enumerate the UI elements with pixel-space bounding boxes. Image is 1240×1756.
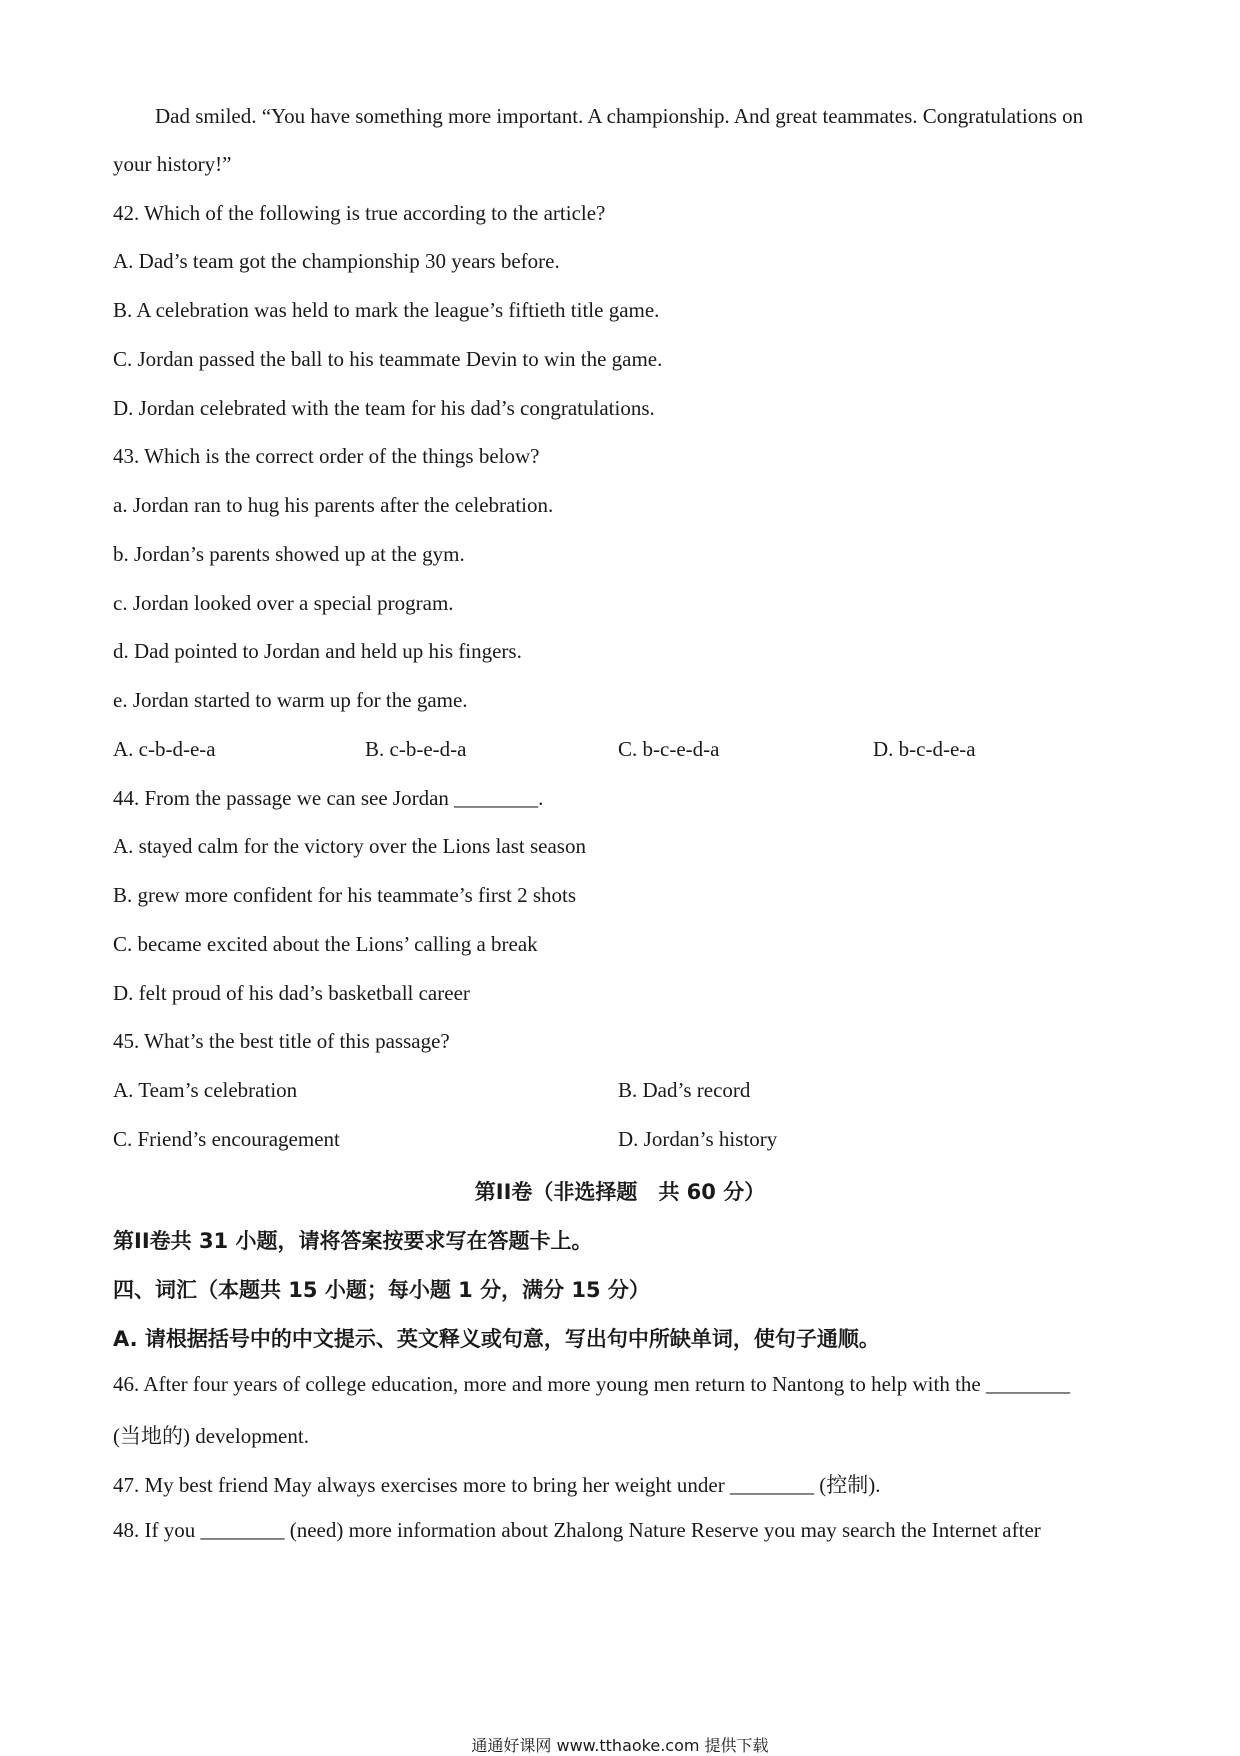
question-43-item-b: b. Jordan’s parents showed up at the gym. (113, 542, 465, 566)
question-45-option-d: D. Jordan’s history (618, 1127, 778, 1151)
question-43-stem: 43. Which is the correct order of the things below? (113, 444, 540, 468)
passage-line: Dad smiled. “You have something more important. A championship. And great teammates. Congratulations on (155, 104, 1084, 128)
question-42-stem: 42. Which of the following is true according to the article? (113, 201, 606, 225)
question-42-option-b: B. A celebration was held to mark the league’s fiftieth title game. (113, 298, 660, 322)
question-45-option-b: B. Dad’s record (618, 1078, 751, 1102)
question-43-option-d: D. b-c-d-e-a (873, 737, 976, 761)
question-48: 48. If you ________ (need) more information about Zhalong Nature Reserve you may search the Internet after (113, 1518, 1041, 1542)
question-44-option-b: B. grew more confident for his teammate’s first 2 shots (113, 883, 577, 907)
question-45-option-a: A. Team’s celebration (113, 1078, 298, 1102)
question-43-option-c: C. b-c-e-d-a (618, 737, 720, 761)
question-42-option-d: D. Jordan celebrated with the team for his dad’s congratulations. (113, 396, 655, 420)
question-44-option-a: A. stayed calm for the victory over the Lions last season (113, 834, 586, 858)
section-2-note: 第II卷共 31 小题，请将答案按要求写在答题卡上。 (113, 1229, 593, 1253)
question-42-option-c: C. Jordan passed the ball to his teammate Devin to win the game. (113, 347, 663, 371)
part-4-heading: 四、词汇（本题共 15 小题；每小题 1 分，满分 15 分） (113, 1278, 650, 1302)
passage-line: your history!” (113, 152, 232, 176)
question-43-item-c: c. Jordan looked over a special program. (113, 591, 454, 615)
question-44-stem: 44. From the passage we can see Jordan ________. (113, 786, 544, 810)
question-42-option-a: A. Dad’s team got the championship 30 years before. (113, 249, 560, 273)
question-44-option-d: D. felt proud of his dad’s basketball career (113, 981, 470, 1005)
question-43-item-e: e. Jordan started to warm up for the game. (113, 688, 468, 712)
question-43-item-a: a. Jordan ran to hug his parents after the celebration. (113, 493, 554, 517)
question-46-line: (当地的) development. (113, 1424, 309, 1448)
question-46-line: 46. After four years of college education, more and more young men return to Nantong to help with the ________ (113, 1372, 1070, 1396)
section-2-title: 第II卷（非选择题 共 60 分） (474, 1180, 766, 1204)
question-47: 47. My best friend May always exercises more to bring her weight under ________ (控制). (113, 1473, 881, 1497)
question-44-option-c: C. became excited about the Lions’ calling a break (113, 932, 538, 956)
part-a-instructions: A. 请根据括号中的中文提示、英文释义或句意，写出句中所缺单词，使句子通顺。 (113, 1327, 880, 1351)
question-43-option-b: B. c-b-e-d-a (365, 737, 467, 761)
question-45-stem: 45. What’s the best title of this passage? (113, 1029, 450, 1053)
page-footer: 通通好课网 www.tthaoke.com 提供下载 (471, 1736, 769, 1755)
question-43-option-a: A. c-b-d-e-a (113, 737, 216, 761)
question-43-item-d: d. Dad pointed to Jordan and held up his fingers. (113, 639, 522, 663)
question-45-option-c: C. Friend’s encouragement (113, 1127, 340, 1151)
